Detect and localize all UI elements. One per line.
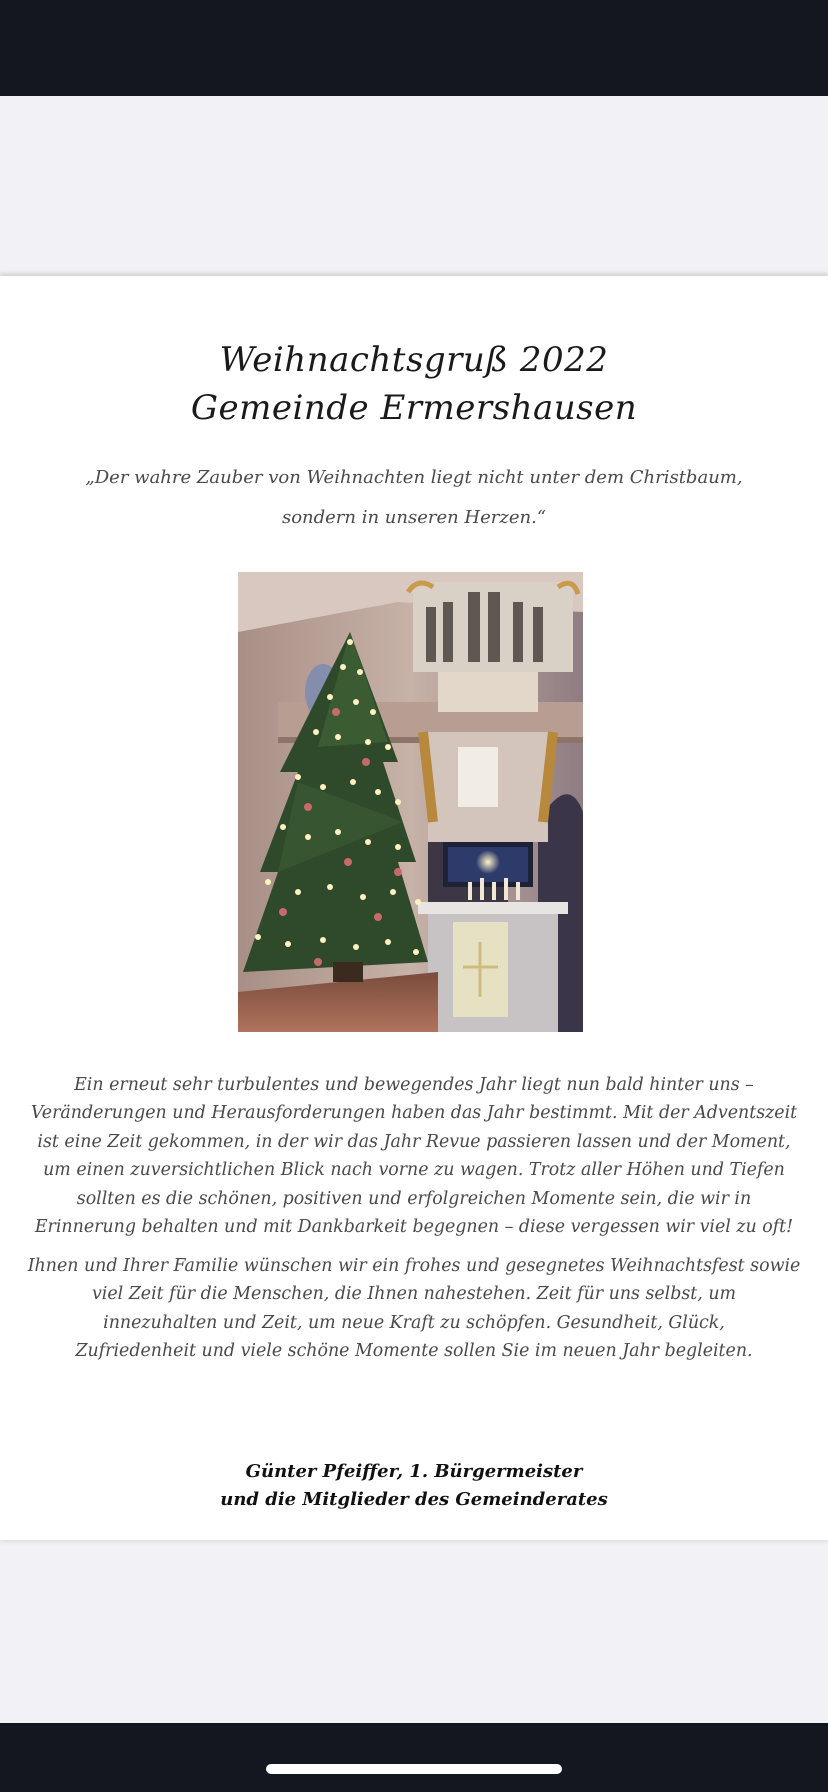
- signature: [0, 1458, 828, 1514]
- bottom-bar: [0, 1723, 828, 1792]
- paragraph1-line: um einen zuversichtlichen Blick nach vorne zu wagen. Trotz aller Höhen und Tiefen: [43, 1160, 785, 1181]
- signature-line-2: und die Mitglieder des Gemeinderates: [220, 1489, 608, 1510]
- paragraph2-line: viel Zeit für die Menschen, die Ihnen nahestehen. Zeit für uns selbst, um: [91, 1284, 737, 1305]
- paragraph1-line: ist eine Zeit gekommen, in der wir das Jahr Revue passieren lassen und der Moment,: [37, 1131, 791, 1152]
- greeting-paragraph-1: [20, 1071, 808, 1241]
- page-title: [0, 336, 828, 432]
- greeting-paragraph-2: [20, 1252, 808, 1366]
- document-page[interactable]: [0, 276, 828, 1540]
- church-christmas-tree-photo: [238, 572, 583, 1032]
- paragraph1-line: Erinnerung behalten und mit Dankbarkeit begegnen – diese vergessen wir viel zu oft!: [34, 1217, 794, 1238]
- quote-line-1: „Der wahre Zauber von Weihnachten liegt nicht unter dem Christbaum,: [85, 467, 743, 488]
- paragraph2-line: Zufriedenheit und viele schöne Momente sollen Sie im neuen Jahr begleiten.: [75, 1341, 753, 1362]
- signature-line-1: Günter Pfeiffer, 1. Bürgermeister: [245, 1461, 583, 1482]
- status-bar: [0, 0, 828, 96]
- paragraph2-line: innezuhalten und Zeit, um neue Kraft zu schöpfen. Gesundheit, Glück,: [103, 1312, 725, 1333]
- home-indicator[interactable]: [266, 1764, 562, 1774]
- quote-line-2: sondern in unseren Herzen.“: [281, 507, 547, 528]
- paragraph2-line: Ihnen und Ihrer Familie wünschen wir ein frohes und gesegnetes Weihnachtsfest sowie: [27, 1256, 801, 1276]
- paragraph1-line: sollten es die schönen, positiven und erfolgreichen Momente sein, die wir in: [76, 1188, 752, 1209]
- paragraph1-line: Ein erneut sehr turbulentes und bewegendes Jahr liegt nun bald hinter uns –: [74, 1075, 754, 1095]
- title-line-1: Weihnachtsgruß 2022: [219, 340, 609, 380]
- christmas-quote: [40, 458, 788, 538]
- title-line-2: Gemeinde Ermershausen: [190, 388, 638, 428]
- paragraph1-line: Veränderungen und Herausforderungen haben das Jahr bestimmt. Mit der Adventszeit: [30, 1103, 798, 1124]
